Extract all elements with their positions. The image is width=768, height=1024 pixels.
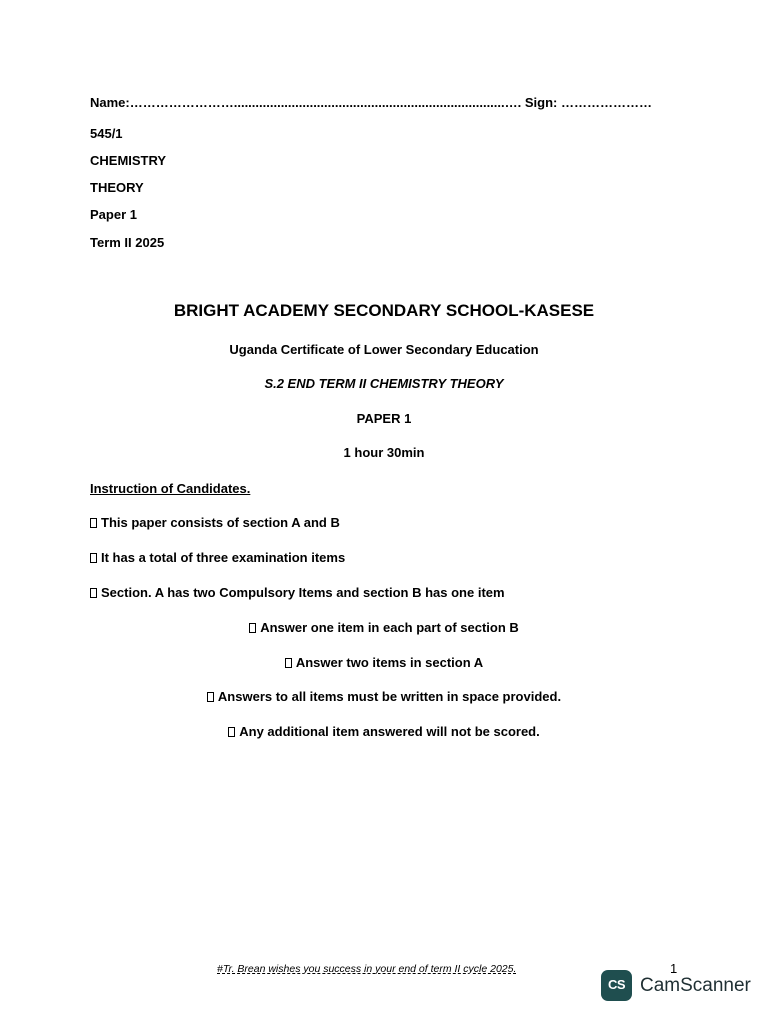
instruction-text: Section. A has two Compulsory Items and section B has one item [101, 585, 505, 600]
school-name: BRIGHT ACADEMY SECONDARY SCHOOL-KASESE [173, 301, 595, 320]
missing-glyph-icon [90, 588, 97, 598]
instruction-item [90, 515, 340, 530]
duration: 1 hour 30min [343, 445, 425, 460]
instruction-text: Any additional item answered will not be scored. [239, 724, 540, 739]
paper-number: Paper 1 [90, 207, 137, 222]
page-number: 1 [670, 961, 678, 976]
instruction-text: It has a total of three examination items [101, 550, 346, 565]
missing-glyph-icon [90, 518, 97, 528]
instruction-item [0, 620, 768, 635]
missing-glyph-icon [90, 553, 97, 563]
paper-label: PAPER 1 [356, 411, 412, 426]
subject: CHEMISTRY [90, 153, 167, 168]
footer-message: #Tr. Brean wishes you success in your end of term II cycle 2025. [217, 963, 517, 975]
instructions-heading: Instruction of Candidates. [90, 481, 251, 496]
missing-glyph-icon [207, 692, 214, 702]
missing-glyph-icon [285, 658, 292, 668]
instruction-item [0, 689, 768, 704]
instruction-item [90, 585, 505, 600]
instruction-item [0, 724, 768, 739]
instruction-text: Answers to all items must be written in space provided. [217, 689, 562, 704]
camscanner-name: CamScanner [640, 975, 751, 996]
term: Term II 2025 [90, 235, 165, 250]
paper-type: THEORY [90, 180, 144, 195]
camscanner-logo-text: CS [607, 977, 626, 992]
missing-glyph-icon [228, 727, 235, 737]
exam-title: S.2 END TERM II CHEMISTRY THEORY [264, 376, 504, 391]
missing-glyph-icon [249, 623, 256, 633]
paper-code: 545/1 [90, 126, 123, 141]
instruction-text: Answer one item in each part of section B [260, 620, 519, 635]
instruction-text: This paper consists of section A and B [101, 515, 340, 530]
instruction-text: Answer two items in section A [295, 655, 484, 670]
instruction-item [0, 655, 768, 670]
certificate-name: Uganda Certificate of Lower Secondary Education [229, 342, 539, 357]
instruction-item [90, 550, 345, 565]
name-sign-line: Name:……………………...........................................................................…. Sign: ………………… [90, 95, 652, 110]
camscanner-logo [601, 970, 632, 1001]
